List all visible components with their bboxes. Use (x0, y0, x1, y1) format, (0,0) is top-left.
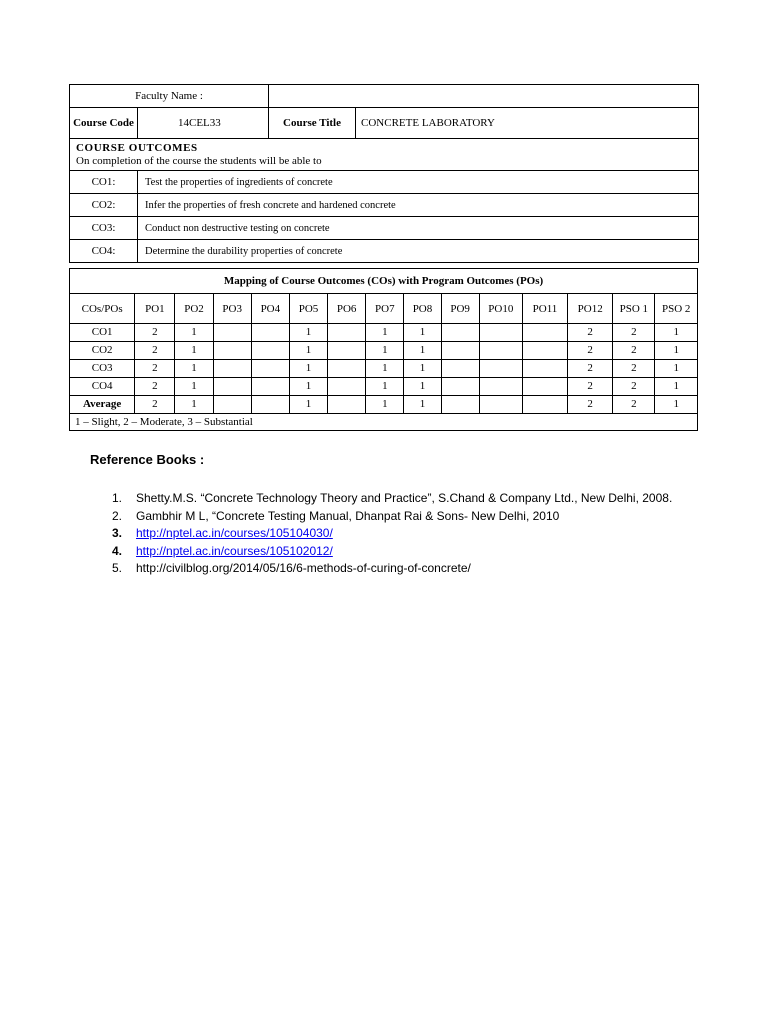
table-cell: 2 (135, 378, 175, 396)
table-cell (441, 360, 479, 378)
reference-item (112, 543, 682, 560)
row-label: CO3 (70, 360, 135, 378)
row-label: CO4 (70, 378, 135, 396)
table-cell: 1 (655, 378, 698, 396)
table-cell (328, 342, 366, 360)
column-header: PO5 (289, 294, 327, 324)
co-po-mapping-table (69, 268, 698, 431)
table-cell: 1 (175, 324, 213, 342)
row-label: Average (70, 396, 135, 414)
table-cell: 1 (366, 396, 404, 414)
column-header: PO12 (568, 294, 613, 324)
table-cell: 1 (404, 342, 441, 360)
reference-number: 4. (112, 543, 123, 558)
table-row (70, 396, 698, 414)
reference-text: Shetty.M.S. “Concrete Technology Theory and Practice”, S.Chand & Company Ltd., New Delhi, 2008. (136, 491, 673, 505)
table-cell: 1 (655, 342, 698, 360)
mapping-caption: Mapping of Course Outcomes (COs) with Program Outcomes (POs) (70, 269, 698, 294)
reference-number: 5. (112, 561, 123, 575)
table-cell (251, 360, 289, 378)
table-cell: 1 (366, 378, 404, 396)
table-cell (479, 396, 522, 414)
column-header: PO11 (522, 294, 567, 324)
table-cell: 2 (613, 396, 655, 414)
table-cell: 1 (655, 324, 698, 342)
table-cell (522, 396, 567, 414)
table-cell: 1 (404, 324, 441, 342)
table-cell: 1 (655, 396, 698, 414)
co-id: CO3: (70, 217, 138, 240)
table-cell: 1 (366, 324, 404, 342)
course-code-label: Course Code (70, 108, 138, 139)
table-cell: 2 (135, 360, 175, 378)
table-cell (328, 396, 366, 414)
table-cell (213, 396, 251, 414)
table-cell (328, 378, 366, 396)
co-id: CO4: (70, 240, 138, 263)
reference-books-heading: Reference Books : (90, 452, 205, 467)
table-cell: 1 (655, 360, 698, 378)
table-cell: 1 (366, 342, 404, 360)
co-id: CO1: (70, 171, 138, 194)
table-cell (251, 324, 289, 342)
row-label: CO2 (70, 342, 135, 360)
co-text: Conduct non destructive testing on concrete (138, 217, 699, 240)
table-cell: 2 (135, 396, 175, 414)
table-cell: 1 (366, 360, 404, 378)
table-cell (522, 342, 567, 360)
table-cell: 1 (289, 396, 327, 414)
reference-item (112, 490, 682, 507)
reference-item (112, 560, 682, 577)
table-cell (213, 324, 251, 342)
table-cell: 2 (613, 360, 655, 378)
table-cell (251, 396, 289, 414)
table-cell: 1 (289, 360, 327, 378)
table-cell (251, 342, 289, 360)
table-cell (441, 324, 479, 342)
column-header: PO9 (441, 294, 479, 324)
table-cell: 1 (289, 378, 327, 396)
table-cell: 2 (568, 342, 613, 360)
column-header: PSO 1 (613, 294, 655, 324)
table-cell: 1 (175, 360, 213, 378)
column-header: PO6 (328, 294, 366, 324)
table-row (70, 360, 698, 378)
course-outcomes-header (70, 139, 699, 171)
table-cell: 1 (175, 378, 213, 396)
table-cell: 1 (404, 360, 441, 378)
table-cell (328, 360, 366, 378)
table-cell (479, 378, 522, 396)
co-text: Infer the properties of fresh concrete and hardened concrete (138, 194, 699, 217)
column-header: PSO 2 (655, 294, 698, 324)
course-title-label: Course Title (269, 108, 356, 139)
column-header: PO8 (404, 294, 441, 324)
co-text: Test the properties of ingredients of concrete (138, 171, 699, 194)
table-cell: 2 (568, 324, 613, 342)
co-text: Determine the durability properties of concrete (138, 240, 699, 263)
mapping-legend: 1 – Slight, 2 – Moderate, 3 – Substantial (70, 414, 698, 431)
reference-number: 3. (112, 526, 123, 540)
table-cell: 2 (135, 324, 175, 342)
course-outcomes-intro: On completion of the course the students will be able to (76, 155, 322, 167)
table-cell: 1 (404, 396, 441, 414)
reference-item (112, 508, 682, 525)
reference-link[interactable]: http://nptel.ac.in/courses/105102012/ (136, 543, 333, 558)
table-row (70, 324, 698, 342)
table-cell (522, 360, 567, 378)
column-header: PO1 (135, 294, 175, 324)
table-cell: 2 (568, 360, 613, 378)
column-header: PO2 (175, 294, 213, 324)
table-cell: 2 (568, 378, 613, 396)
table-cell: 1 (175, 396, 213, 414)
column-header: PO10 (479, 294, 522, 324)
column-header: PO7 (366, 294, 404, 324)
table-cell (522, 324, 567, 342)
table-cell (328, 324, 366, 342)
course-info-table (69, 84, 699, 263)
row-label: CO1 (70, 324, 135, 342)
table-cell (213, 342, 251, 360)
column-header: COs/POs (70, 294, 135, 324)
reference-link[interactable]: http://nptel.ac.in/courses/105104030/ (136, 526, 333, 540)
co-id: CO2: (70, 194, 138, 217)
reference-number: 1. (112, 491, 123, 505)
reference-item (112, 525, 682, 542)
table-cell: 1 (289, 324, 327, 342)
faculty-name-value (269, 85, 699, 108)
reference-number: 2. (112, 508, 123, 523)
table-cell: 1 (289, 342, 327, 360)
mapping-column-header-row (70, 294, 698, 324)
reference-list (112, 490, 682, 578)
table-cell (441, 378, 479, 396)
course-outcomes-title: COURSE OUTCOMES (76, 142, 198, 154)
table-cell: 1 (404, 378, 441, 396)
table-row (70, 378, 698, 396)
table-cell: 2 (613, 342, 655, 360)
table-cell (479, 342, 522, 360)
course-code-value: 14CEL33 (138, 108, 269, 139)
table-cell: 1 (175, 342, 213, 360)
reference-text: http://civilblog.org/2014/05/16/6-methods-of-curing-of-concrete/ (136, 561, 471, 575)
table-cell (441, 396, 479, 414)
column-header: PO4 (251, 294, 289, 324)
table-cell (213, 378, 251, 396)
faculty-name-label: Faculty Name : (70, 85, 269, 108)
column-header: PO3 (213, 294, 251, 324)
table-cell: 2 (135, 342, 175, 360)
table-cell (479, 324, 522, 342)
table-cell (251, 378, 289, 396)
course-title-value: CONCRETE LABORATORY (356, 108, 699, 139)
table-cell (522, 378, 567, 396)
table-cell: 2 (613, 324, 655, 342)
table-cell (441, 342, 479, 360)
table-cell (479, 360, 522, 378)
table-cell: 2 (613, 378, 655, 396)
table-cell: 2 (568, 396, 613, 414)
reference-text: Gambhir M L, “Concrete Testing Manual, Dhanpat Rai & Sons- New Delhi, 2010 (136, 508, 560, 523)
table-cell (213, 360, 251, 378)
table-row (70, 342, 698, 360)
